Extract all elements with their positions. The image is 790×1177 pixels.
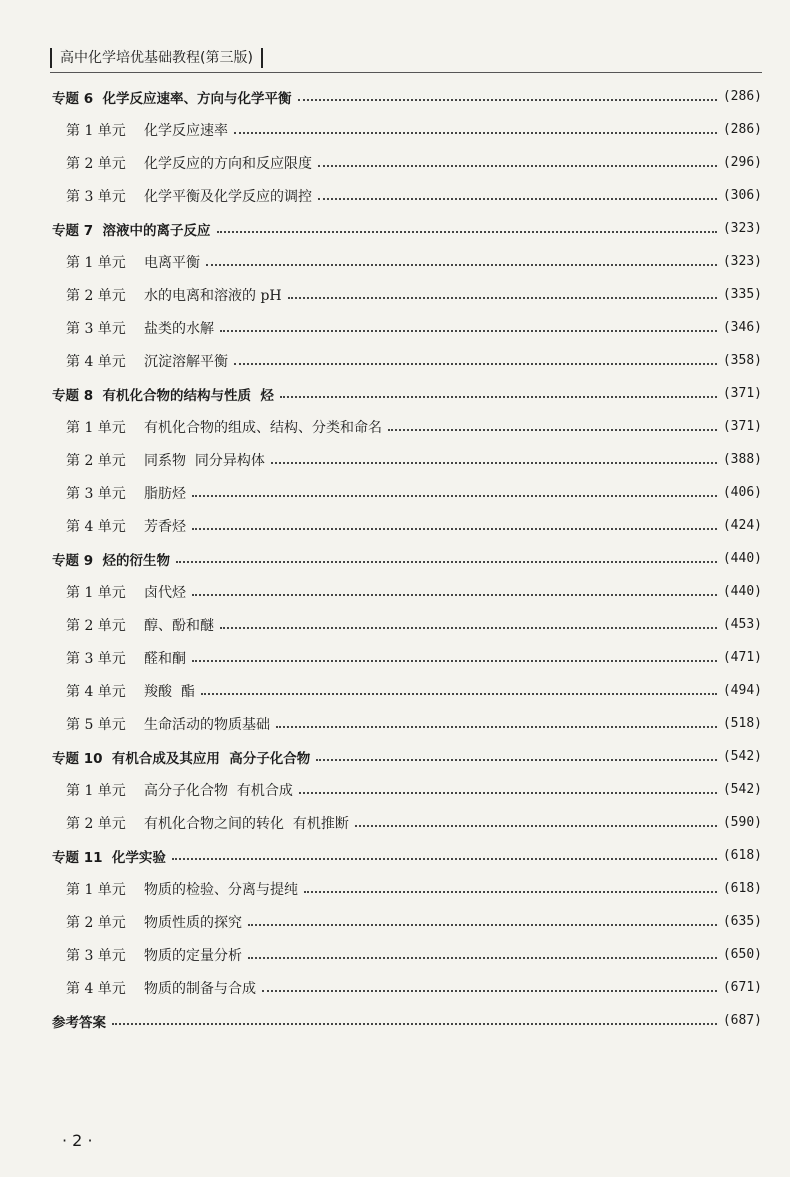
leader-dots: [288, 297, 717, 299]
page-ref: (440): [722, 584, 762, 599]
header-rule: [50, 72, 762, 73]
page-ref: (542): [722, 782, 762, 797]
unit-title: 卤代烃: [144, 584, 186, 601]
page-ref: (286): [722, 89, 762, 104]
leader-dots: [388, 429, 717, 431]
toc-topic-row: [50, 1004, 762, 1037]
toc-unit-row: [50, 905, 762, 938]
toc-topic-row: [50, 80, 762, 113]
unit-title: 同系物 同分异构体: [144, 452, 265, 469]
unit-number: 第 3 单元: [66, 320, 126, 337]
unit-number: 第 2 单元: [66, 914, 126, 931]
leader-dots: [176, 561, 717, 563]
page-ref: (323): [722, 254, 762, 269]
unit-number: 第 2 单元: [66, 617, 126, 634]
page-ref: (346): [722, 320, 762, 335]
page-ref: (388): [722, 452, 762, 467]
page-ref: (671): [722, 980, 762, 995]
leader-dots: [262, 990, 717, 992]
unit-title: 电离平衡: [144, 254, 200, 271]
unit-number: 第 3 单元: [66, 485, 126, 502]
page-ref: (371): [722, 419, 762, 434]
page-ref: (335): [722, 287, 762, 302]
topic-title: 专题 8 有机化合物的结构与性质 烃: [52, 387, 274, 404]
toc-unit-row: [50, 806, 762, 839]
page-ref: (453): [722, 617, 762, 632]
unit-title: 沉淀溶解平衡: [144, 353, 228, 370]
page-ref: (440): [722, 551, 762, 566]
toc-unit-row: [50, 113, 762, 146]
page-ref: (635): [722, 914, 762, 929]
unit-number: 第 1 单元: [66, 584, 126, 601]
page-ref: (590): [722, 815, 762, 830]
topic-title: 专题 7 溶液中的离子反应: [52, 222, 211, 239]
toc-unit-row: [50, 938, 762, 971]
toc-unit-row: [50, 443, 762, 476]
running-header: 高中化学培优基础教程(第三版): [50, 48, 263, 68]
unit-title: 羧酸 酯: [144, 683, 195, 700]
unit-number: 第 2 单元: [66, 155, 126, 172]
toc-topic-row: [50, 542, 762, 575]
leader-dots: [201, 693, 717, 695]
unit-number: 第 1 单元: [66, 782, 126, 799]
unit-number: 第 4 单元: [66, 980, 126, 997]
toc-unit-row: [50, 707, 762, 740]
unit-number: 第 3 单元: [66, 188, 126, 205]
page-ref: (424): [722, 518, 762, 533]
page-ref: (518): [722, 716, 762, 731]
page-ref: (650): [722, 947, 762, 962]
toc-unit-row: [50, 344, 762, 377]
unit-title: 化学平衡及化学反应的调控: [144, 188, 312, 205]
page-ref: (618): [722, 848, 762, 863]
toc-unit-row: [50, 311, 762, 344]
toc-unit-row: [50, 971, 762, 1004]
page-ref: (296): [722, 155, 762, 170]
leader-dots: [298, 99, 717, 101]
page-ref: (494): [722, 683, 762, 698]
leader-dots: [318, 165, 717, 167]
leader-dots: [318, 198, 717, 200]
unit-number: 第 3 单元: [66, 947, 126, 964]
unit-number: 第 4 单元: [66, 518, 126, 535]
leader-dots: [248, 957, 717, 959]
leader-dots: [217, 231, 717, 233]
unit-title: 化学反应的方向和反应限度: [144, 155, 312, 172]
toc-unit-row: [50, 773, 762, 806]
unit-number: 第 5 单元: [66, 716, 126, 733]
leader-dots: [192, 660, 717, 662]
page-ref: (286): [722, 122, 762, 137]
leader-dots: [220, 627, 717, 629]
leader-dots: [234, 132, 717, 134]
topic-title: 专题 6 化学反应速率、方向与化学平衡: [52, 90, 292, 107]
unit-number: 第 1 单元: [66, 122, 126, 139]
toc-unit-row: [50, 410, 762, 443]
page-ref: (542): [722, 749, 762, 764]
topic-title: 专题 11 化学实验: [52, 849, 166, 866]
leader-dots: [248, 924, 717, 926]
page-ref: (371): [722, 386, 762, 401]
unit-number: 第 3 单元: [66, 650, 126, 667]
page-ref: (471): [722, 650, 762, 665]
leader-dots: [299, 792, 717, 794]
leader-dots: [234, 363, 717, 365]
unit-number: 第 2 单元: [66, 287, 126, 304]
unit-number: 第 1 单元: [66, 419, 126, 436]
unit-title: 物质的制备与合成: [144, 980, 256, 997]
toc-unit-row: [50, 641, 762, 674]
leader-dots: [192, 594, 717, 596]
toc-unit-row: [50, 146, 762, 179]
leader-dots: [276, 726, 717, 728]
page-ref: (306): [722, 188, 762, 203]
leader-dots: [192, 495, 717, 497]
leader-dots: [206, 264, 717, 266]
toc-unit-row: [50, 278, 762, 311]
unit-title: 有机化合物的组成、结构、分类和命名: [144, 419, 382, 436]
topic-title: 专题 9 烃的衍生物: [52, 552, 170, 569]
leader-dots: [355, 825, 717, 827]
toc-topic-row: [50, 839, 762, 872]
topic-title: 参考答案: [52, 1014, 106, 1031]
page-ref: (323): [722, 221, 762, 236]
toc-unit-row: [50, 872, 762, 905]
toc-unit-row: [50, 476, 762, 509]
unit-number: 第 1 单元: [66, 881, 126, 898]
unit-title: 醛和酮: [144, 650, 186, 667]
page-ref: (687): [722, 1013, 762, 1028]
page-ref: (406): [722, 485, 762, 500]
leader-dots: [316, 759, 717, 761]
unit-title: 脂肪烃: [144, 485, 186, 502]
unit-title: 醇、酚和醚: [144, 617, 214, 634]
unit-title: 化学反应速率: [144, 122, 228, 139]
toc-unit-row: [50, 245, 762, 278]
page-ref: (618): [722, 881, 762, 896]
toc-topic-row: [50, 377, 762, 410]
unit-number: 第 1 单元: [66, 254, 126, 271]
page-ref: (358): [722, 353, 762, 368]
unit-title: 物质的检验、分离与提纯: [144, 881, 298, 898]
leader-dots: [304, 891, 717, 893]
leader-dots: [271, 462, 717, 464]
unit-title: 物质性质的探究: [144, 914, 242, 931]
table-of-contents: [50, 80, 762, 1037]
toc-unit-row: [50, 179, 762, 212]
unit-title: 高分子化合物 有机合成: [144, 782, 293, 799]
unit-title: 水的电离和溶液的 pH: [144, 287, 282, 304]
toc-topic-row: [50, 212, 762, 245]
page-number: · 2 ·: [62, 1131, 93, 1150]
unit-number: 第 4 单元: [66, 683, 126, 700]
topic-title: 专题 10 有机合成及其应用 高分子化合物: [52, 750, 311, 767]
unit-title: 有机化合物之间的转化 有机推断: [144, 815, 349, 832]
toc-topic-row: [50, 740, 762, 773]
toc-unit-row: [50, 608, 762, 641]
toc-unit-row: [50, 674, 762, 707]
unit-number: 第 2 单元: [66, 815, 126, 832]
leader-dots: [172, 858, 717, 860]
toc-unit-row: [50, 509, 762, 542]
unit-title: 生命活动的物质基础: [144, 716, 270, 733]
leader-dots: [220, 330, 717, 332]
unit-title: 芳香烃: [144, 518, 186, 535]
toc-unit-row: [50, 575, 762, 608]
leader-dots: [192, 528, 717, 530]
unit-title: 盐类的水解: [144, 320, 214, 337]
unit-number: 第 4 单元: [66, 353, 126, 370]
unit-number: 第 2 单元: [66, 452, 126, 469]
leader-dots: [280, 396, 717, 398]
leader-dots: [112, 1023, 717, 1025]
unit-title: 物质的定量分析: [144, 947, 242, 964]
